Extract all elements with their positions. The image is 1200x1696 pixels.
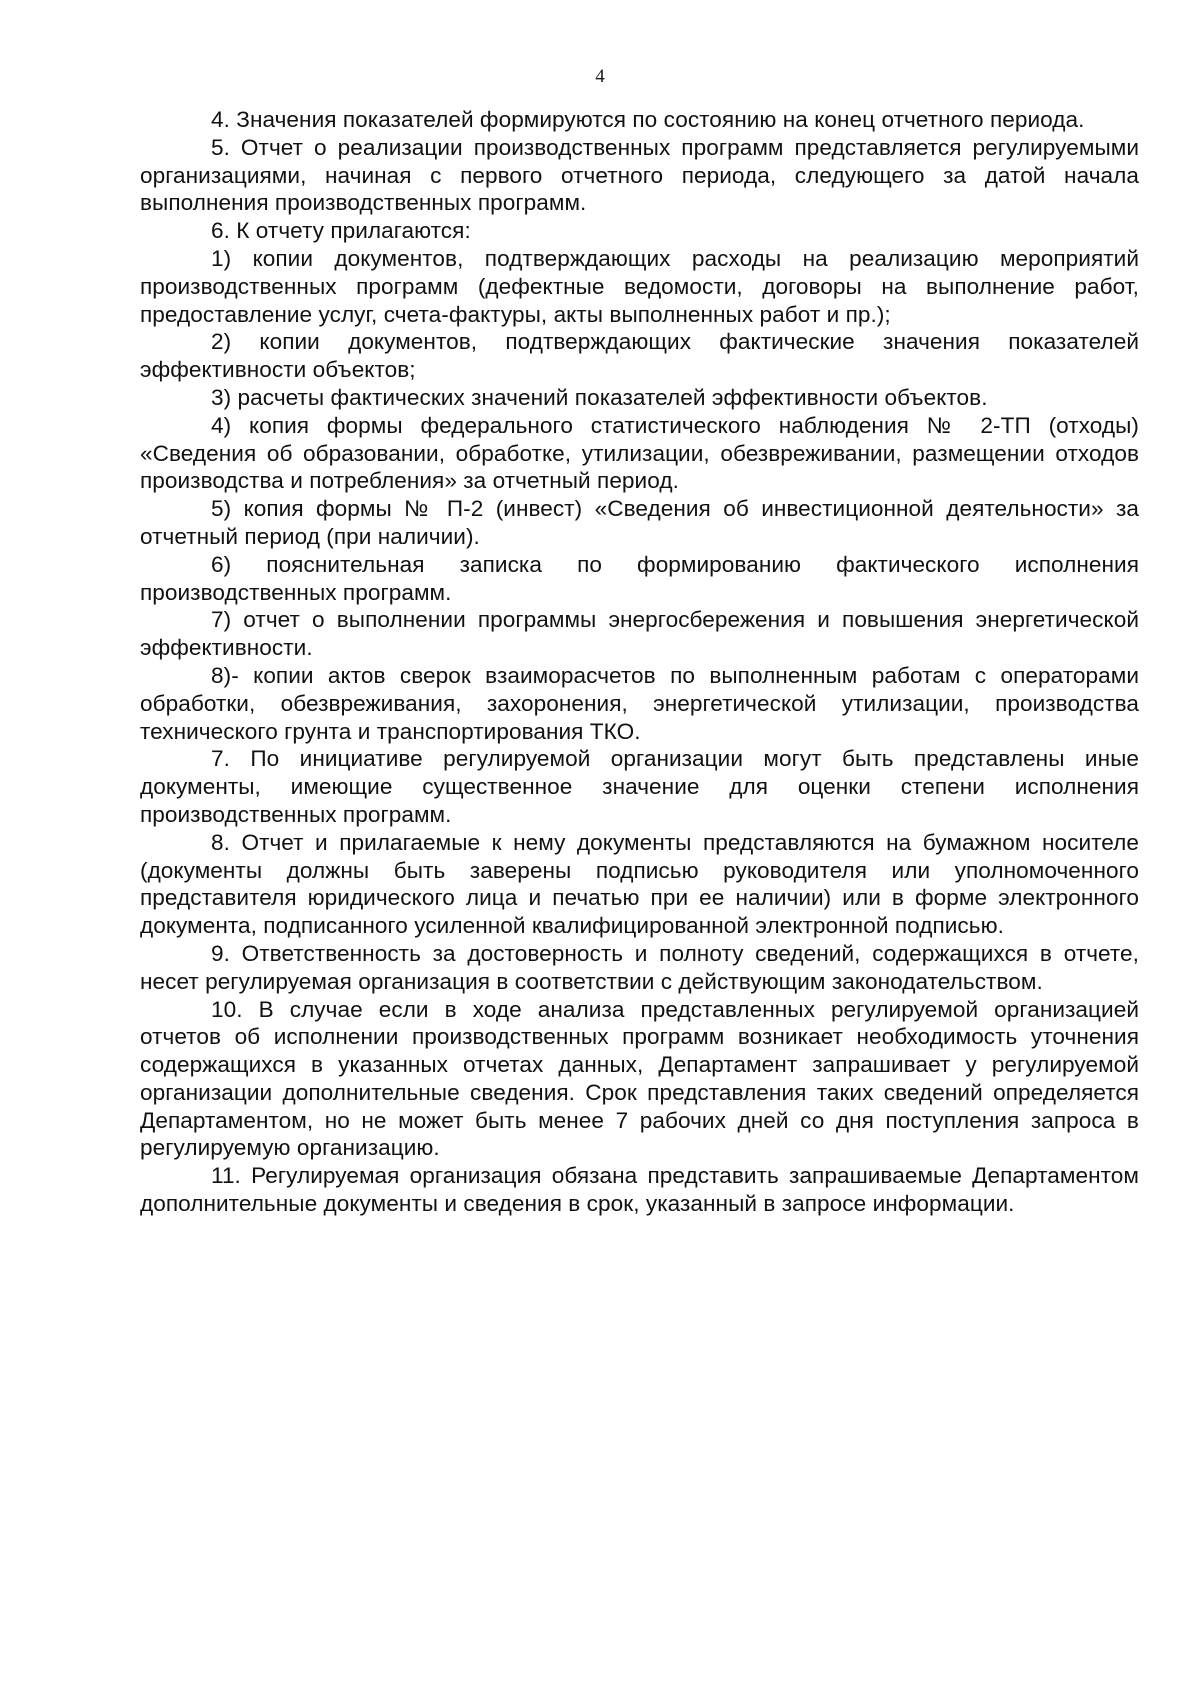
subitem-1: 1) копии документов, подтверждающих расходы на реализацию мероприятий производственных программ (дефектные ведомости, договоры на выполнение работ, предоставление услуг, счета-фактуры, акты выполненных работ и пр.); [140, 245, 1139, 327]
page-number: 4 [595, 66, 605, 87]
document-body [140, 106, 1139, 1218]
paragraph-item-9: 9. Ответственность за достоверность и полноту сведений, содержащихся в отчете, несет регулируемая организация в соответствии с действующим законодательством. [140, 940, 1139, 994]
subitem-3: 3) расчеты фактических значений показателей эффективности объектов. [211, 384, 988, 410]
paragraph-item-7: 7. По инициативе регулируемой организации могут быть представлены иные документы, имеющие существенное значение для оценки степени исполнения производственных программ. [140, 746, 1139, 827]
subitem-7: 7) отчет о выполнении программы энергосбережения и повышения энергетической эффективности. [140, 607, 1139, 661]
subitem-4: 4) копия формы федерального статистического наблюдения № 2-ТП (отходы) «Сведения об образовании, обработке, утилизации, обезвреживании, размещении отходов производства и потребления» за отчетный период. [140, 412, 1139, 494]
subitem-6: 6) пояснительная записка по формированию фактического исполнения производственных программ. [140, 551, 1139, 605]
paragraph-item-5: 5. Отчет о реализации производственных программ представляется регулируемыми организациями, начиная с первого отчетного периода, следующего за датой начала выполнения производственных программ. [140, 134, 1139, 216]
paragraph-item-10: 10. В случае если в ходе анализа представленных регулируемой организацией отчетов об исполнении производственных программ возникает необходимость уточнения содержащихся в указанных отчетах данных, Департамент запрашивает у регулируемой организации дополнительные сведения. Срок представления таких сведений определяется Департаментом, но не может быть менее 7 рабочих дней со дня поступления запроса в регулируемую организацию. [140, 996, 1139, 1161]
paragraph-item-6: 6. К отчету прилагаются: [211, 218, 471, 244]
subitem-5: 5) копия формы № П-2 (инвест) «Сведения об инвестиционной деятельности» за отчетный период (при наличии). [140, 496, 1139, 549]
subitem-8: 8)- копии актов сверок взаиморасчетов по выполненным работам с операторами обработки, обезвреживания, захоронения, энергетической утилизации, производства технического грунта и транспортирования ТКО. [140, 662, 1139, 744]
paragraph-item-4: 4. Значения показателей формируются по состоянию на конец отчетного периода. [211, 107, 1085, 132]
paragraph-item-8: 8. Отчет и прилагаемые к нему документы представляются на бумажном носителе (документы должны быть заверены подписью руководителя или уполномоченного представителя юридического лица и печатью при ее наличии) или в форме электронного документа, подписанного усиленной квалифицированной электронной подписью. [140, 829, 1139, 939]
paragraph-item-11: 11. Регулируемая организация обязана представить запрашиваемые Департаментом дополнительные документы и сведения в срок, указанный в запросе информации. [140, 1163, 1139, 1217]
subitem-2: 2) копии документов, подтверждающих фактические значения показателей эффективности объектов; [140, 329, 1139, 383]
